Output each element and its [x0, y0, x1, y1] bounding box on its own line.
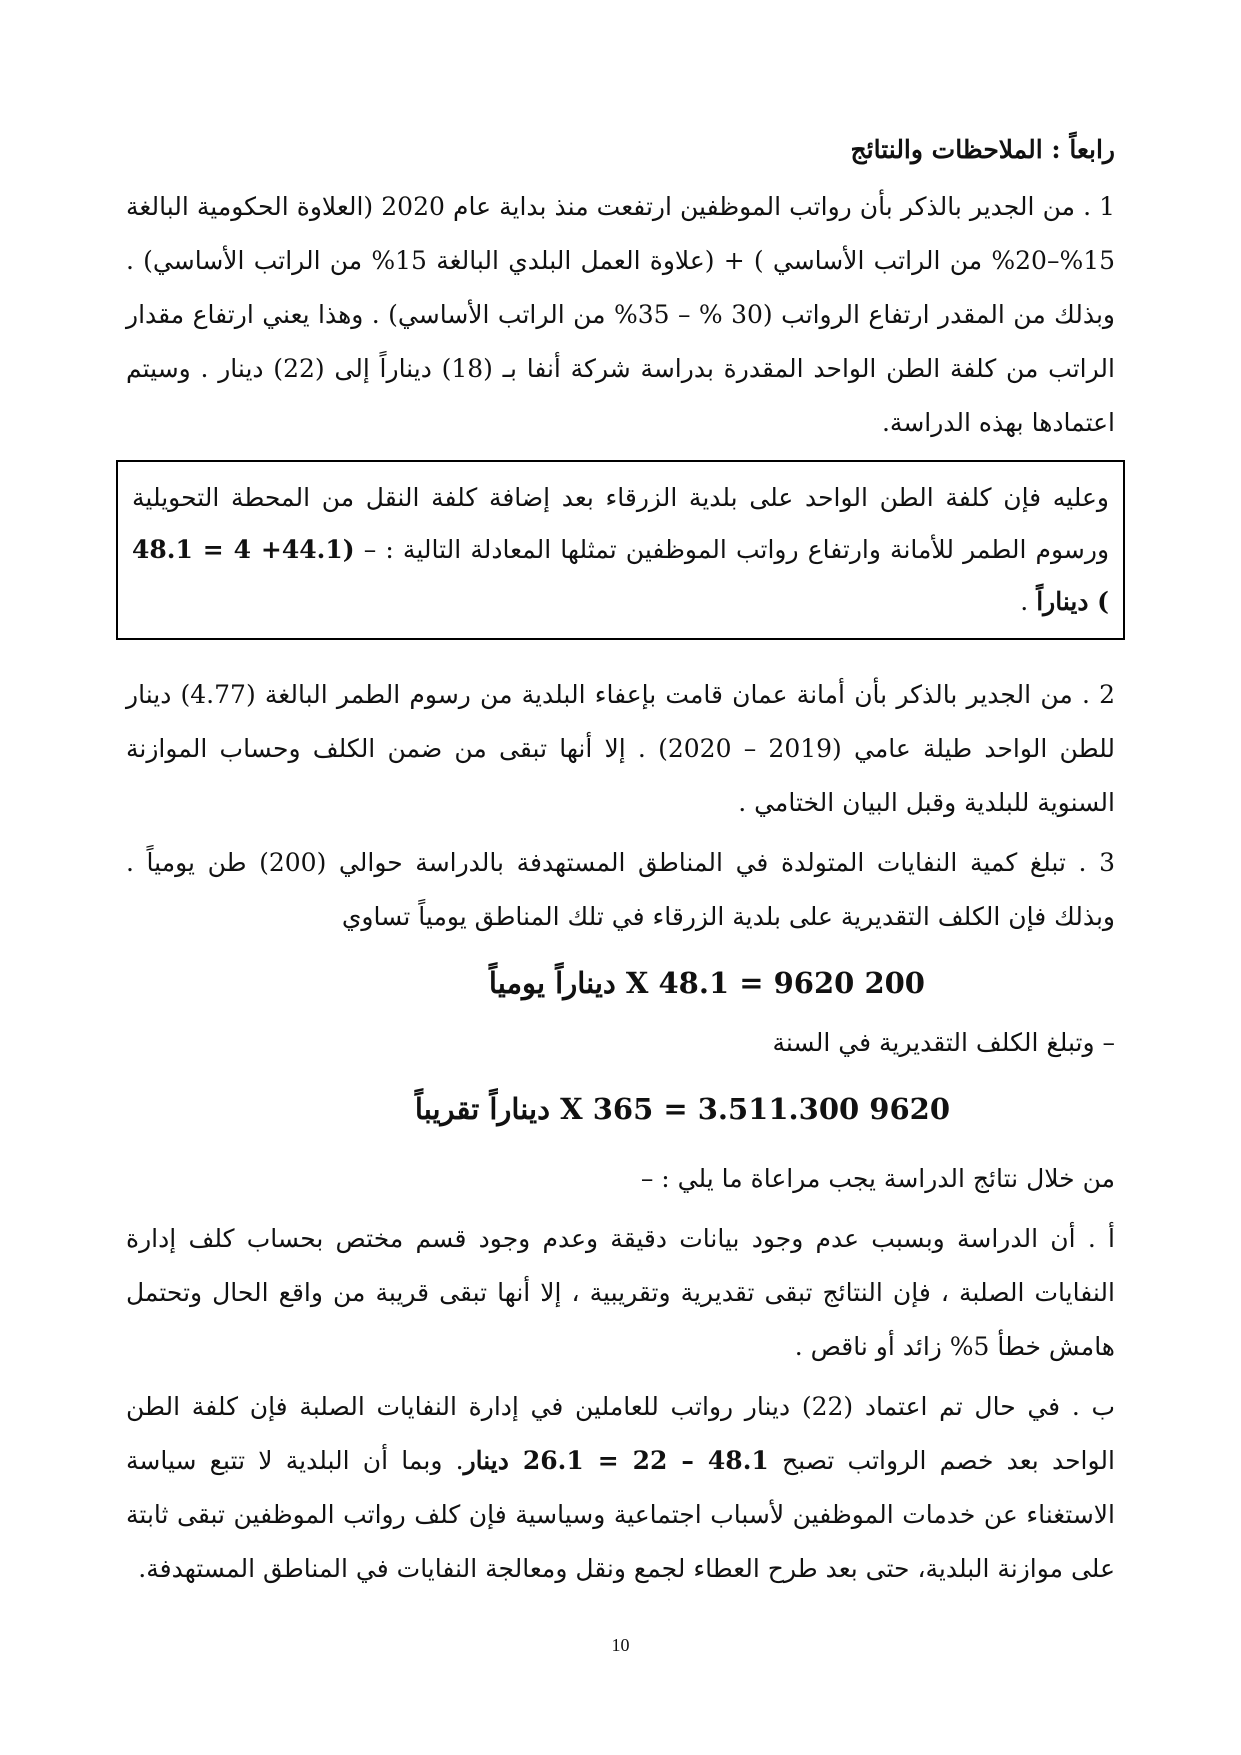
box-text: وعليه فإن كلفة الطن الواحد على بلدية الزرقاء بعد إضافة كلفة النقل من المحطة التحويلية ورسوم الطمر للأمانة وارتفاع رواتب الموظفين تمثلها المعادلة التالية : – — [132, 483, 1110, 564]
box-end: . — [1020, 587, 1037, 616]
item-b-part1: ب . في حال تم اعتماد (22) دينار رواتب للعاملين في إدارة النفايات الصلبة فإن كلفة الطن الواحد بعد خصم الرواتب تصبح — [126, 1392, 1115, 1475]
annual-cost-label: – وتبلغ الكلف التقديرية في السنة — [772, 1028, 1115, 1057]
item-b-part2: . وبما أن البلدية لا تتبع سياسة الاستغناء عن خدمات الموظفين لأسباب اجتماعية وسياسية فإن كلف رواتب الموظفين تبقى ثابتة على موازنة البلدية، حتى بعد طرح العطاء لجمع ونقل ومعالجة النفايات في المناطق المستهدفة. — [126, 1446, 1115, 1583]
annual-cost-equation: 9620 X 365 = 3.511.300 ديناراً تقريباً — [414, 1092, 950, 1126]
observation-item-a: أ . أن الدراسة وبسبب عدم وجود بيانات دقيقة وعدم وجود قسم مختص بحساب كلف إدارة النفايات الصلبة ، فإن النتائج تبقى تقديرية وتقريبية ، إلا أنها تبقى قريبة من واقع الحال وتحتمل هامش خطأ 5% زائد أو ناقص . — [126, 1224, 1115, 1361]
daily-cost-equation: 200 X 48.1 = 9620 ديناراً يومياً — [488, 966, 925, 1000]
highlight-box — [116, 460, 1125, 640]
document-body — [126, 122, 1115, 1602]
note-item-3: 3 . تبلغ كمية النفايات المتولدة في المناطق المستهدفة بالدراسة حوالي (200) طن يومياً . وبذلك فإن الكلف التقديرية على بلدية الزرقاء في تلك المناطق يومياً تساوي — [126, 848, 1115, 931]
note-item-2: 2 . من الجدير بالذكر بأن أمانة عمان قامت بإعفاء البلدية من رسوم الطمر البالغة (4.77) دينار للطن الواحد طيلة عامي (2019 – 2020) . إلا أنها تبقى من ضمن الكلف وحساب الموازنة السنوية للبلدية وقبل البيان الختامي . — [126, 680, 1115, 817]
note-item-1: 1 . من الجدير بالذكر بأن رواتب الموظفين ارتفعت منذ بداية عام 2020 (العلاوة الحكومية البالغة 15%–20% من الراتب الأساسي ) + (علاوة العمل البلدي البالغة 15% من الراتب الأساسي) . وبذلك من المقدر ارتفاع الرواتب (30 % – 35% من الراتب الأساسي) . وهذا يعني ارتفاع مقدار الراتب من كلفة الطن الواحد المقدرة بدراسة شركة أنفا بـ (18) ديناراً إلى (22) دينار . وسيتم اعتمادها بهذه الدراسة. — [126, 192, 1116, 437]
section-heading: رابعاً : الملاحظات والنتائج — [850, 135, 1115, 164]
observations-intro: من خلال نتائج الدراسة يجب مراعاة ما يلي : – — [640, 1164, 1115, 1193]
item-b-equation: 48.1 – 22 = 26.1 دينار — [463, 1446, 769, 1475]
observation-item-b — [126, 1380, 1115, 1596]
page-number: 10 — [611, 1635, 630, 1655]
box-equation: (44.1+ 4 = 48.1 ) ديناراً — [132, 535, 1109, 616]
